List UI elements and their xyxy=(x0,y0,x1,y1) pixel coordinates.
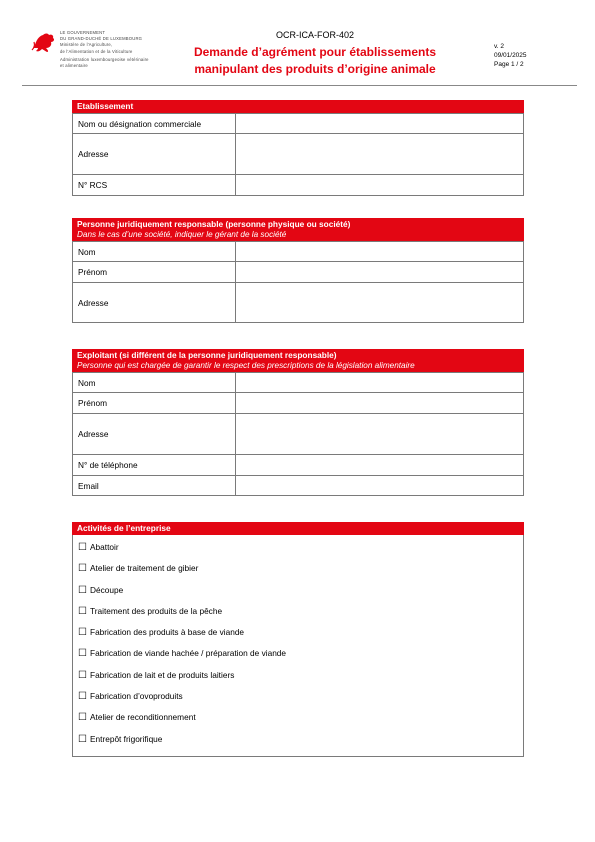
ministry-name-block xyxy=(60,30,156,69)
checkbox-icon[interactable]: ☐ xyxy=(78,669,87,681)
activity-reconditionnement[interactable] xyxy=(78,707,518,728)
section-subtitle: Personne qui est chargée de garantir le respect des prescriptions de la législation alimentaire xyxy=(77,361,415,370)
title-line-1: Demande d’agrément pour établissements xyxy=(193,45,437,59)
form-row xyxy=(73,373,524,393)
activity-label: Fabrication de viande hachée / préparation de viande xyxy=(90,648,287,659)
document-code: OCR-ICA-FOR-402 xyxy=(275,30,354,40)
title-line-2: manipulant des produits d’origine animale xyxy=(194,62,436,76)
activity-label: Abattoir xyxy=(90,542,119,552)
exploitant-table xyxy=(72,372,524,496)
personne-nom-input[interactable] xyxy=(236,242,524,262)
form-row xyxy=(73,414,524,455)
section-etablissement xyxy=(72,100,524,196)
activity-abattoir[interactable] xyxy=(78,537,518,558)
logo-line: de l'Alimentation et de la Viticulture xyxy=(60,48,133,54)
date-label: 09/01/2025 xyxy=(494,52,527,60)
field-label: Adresse xyxy=(73,134,236,175)
exploitant-nom-input[interactable] xyxy=(236,373,524,393)
form-row xyxy=(73,175,524,196)
personne-adresse-input[interactable] xyxy=(236,283,524,323)
activities-list xyxy=(72,535,524,757)
form-row xyxy=(73,262,524,283)
page-number: Page 1 / 2 xyxy=(494,61,524,69)
logo-line: Ministère de l'Agriculture, xyxy=(60,42,113,48)
activity-entrepot[interactable] xyxy=(78,729,518,750)
field-label: Prénom xyxy=(73,393,236,414)
activity-label: Traitement des produits de la pêche xyxy=(90,605,223,616)
section-header xyxy=(72,218,524,241)
activity-label: Fabrication d’ovoproduits xyxy=(90,691,183,702)
section-activites xyxy=(72,522,524,757)
field-label: N° de téléphone xyxy=(73,455,236,476)
rcs-number-input[interactable] xyxy=(236,175,524,196)
activity-label: Fabrication de lait et de produits laitiers xyxy=(90,669,235,680)
section-exploitant xyxy=(72,349,524,496)
activity-label: Atelier de traitement de gibier xyxy=(90,563,199,574)
checkbox-icon[interactable]: ☐ xyxy=(78,712,87,724)
document-meta xyxy=(494,42,527,70)
activity-label: Découpe xyxy=(90,584,124,595)
checkbox-icon[interactable]: ☐ xyxy=(78,627,87,639)
exploitant-prenom-input[interactable] xyxy=(236,393,524,414)
checkbox-icon[interactable]: ☐ xyxy=(78,605,87,617)
field-label: Nom xyxy=(73,242,236,262)
field-label: N° RCS xyxy=(73,175,236,196)
activity-gibier[interactable] xyxy=(78,558,518,579)
personne-prenom-input[interactable] xyxy=(236,262,524,283)
form-row xyxy=(73,242,524,262)
activity-label: Fabrication des produits à base de viande xyxy=(90,627,245,638)
field-label: Adresse xyxy=(73,414,236,455)
nom-commercial-input[interactable] xyxy=(236,114,524,134)
activity-viande-hachee[interactable] xyxy=(78,643,518,664)
exploitant-email-input[interactable] xyxy=(236,476,524,496)
field-label: Adresse xyxy=(73,283,236,323)
logo-line: Administration luxembourgeoise vétérinaire xyxy=(60,56,149,62)
form-row xyxy=(73,476,524,496)
section-header xyxy=(72,100,524,113)
field-label: Prénom xyxy=(73,262,236,283)
logo-line: DU GRAND-DUCHÉ DE LUXEMBOURG xyxy=(60,36,143,42)
logo-line: et alimentaire xyxy=(60,63,88,69)
checkbox-icon[interactable]: ☐ xyxy=(78,584,87,596)
field-label: Email xyxy=(73,476,236,496)
section-subtitle: Dans le cas d’une société, indiquer le gérant de la société xyxy=(77,230,287,239)
field-label: Nom ou désignation commerciale xyxy=(73,114,236,134)
activity-produits-viande[interactable] xyxy=(78,622,518,643)
form-row xyxy=(73,455,524,476)
form-row xyxy=(73,283,524,323)
activity-lait[interactable] xyxy=(78,665,518,686)
activity-decoupe[interactable] xyxy=(78,580,518,601)
form-row xyxy=(73,134,524,175)
etablissement-table xyxy=(72,113,524,196)
section-header xyxy=(72,349,524,372)
exploitant-adresse-input[interactable] xyxy=(236,414,524,455)
activity-peche[interactable] xyxy=(78,601,518,622)
activity-ovoproduits[interactable] xyxy=(78,686,518,707)
section-header xyxy=(72,522,524,535)
document-title xyxy=(182,44,448,78)
header-divider xyxy=(22,85,577,86)
logo-line: LE GOUVERNEMENT xyxy=(60,30,106,35)
version-label: v. 2 xyxy=(494,43,504,50)
section-personne-responsable xyxy=(72,218,524,323)
form-row xyxy=(73,393,524,414)
field-label: Nom xyxy=(73,373,236,393)
section-title: Personne juridiquement responsable (personne physique ou société) xyxy=(77,219,351,229)
exploitant-telephone-input[interactable] xyxy=(236,455,524,476)
section-title: Exploitant (si différent de la personne juridiquement responsable) xyxy=(77,350,337,360)
form-row xyxy=(73,114,524,134)
checkbox-icon[interactable]: ☐ xyxy=(78,648,87,660)
checkbox-icon[interactable]: ☐ xyxy=(78,563,87,575)
page-header xyxy=(0,0,595,86)
activity-label: Entrepôt frigorifique xyxy=(90,733,163,744)
adresse-etablissement-input[interactable] xyxy=(236,134,524,175)
checkbox-icon[interactable]: ☐ xyxy=(78,733,87,745)
personne-table xyxy=(72,241,524,323)
section-title: Etablissement xyxy=(77,101,134,111)
checkbox-icon[interactable]: ☐ xyxy=(78,542,87,553)
checkbox-icon[interactable]: ☐ xyxy=(78,691,87,703)
section-title: Activités de l’entreprise xyxy=(77,523,171,533)
activity-label: Atelier de reconditionnement xyxy=(90,712,196,723)
lion-logo-icon xyxy=(30,30,58,54)
